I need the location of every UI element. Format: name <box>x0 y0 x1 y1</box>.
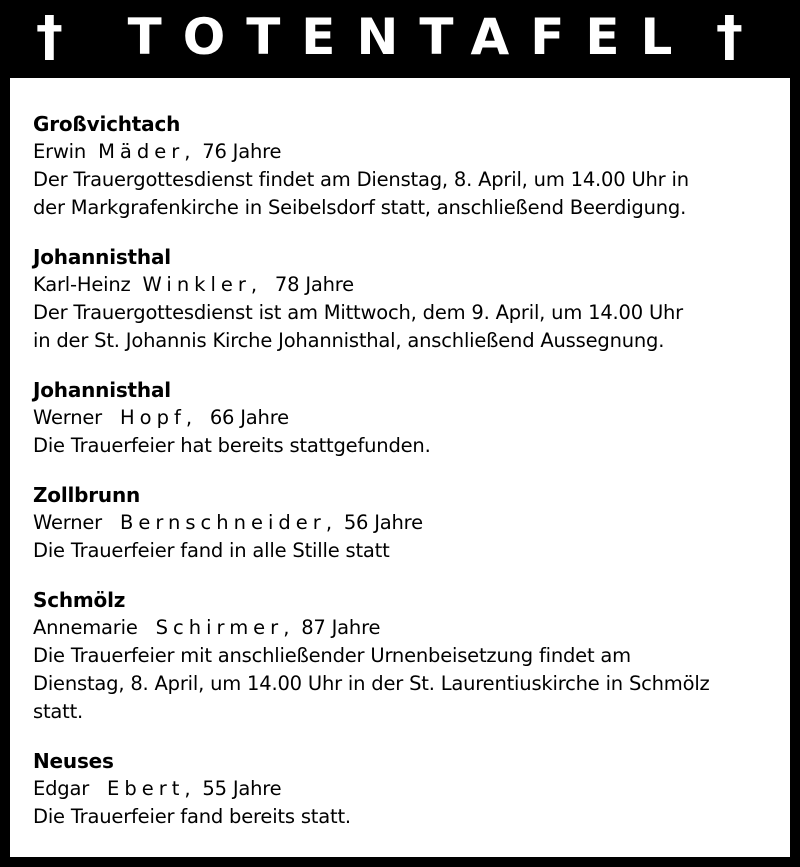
obituary-entry <box>33 747 773 831</box>
obituary-entry <box>33 110 773 222</box>
cross-right-icon: † <box>716 5 743 68</box>
entry-person: Edgar Ebert, 55 Jahre <box>33 777 282 800</box>
entry-text-line: Der Trauergottesdienst ist am Mittwoch, dem 9. April, um 14.00 Uhr <box>33 301 684 324</box>
page-title: TOTENTAFEL <box>127 8 694 66</box>
entry-surname: Hopf <box>119 406 186 429</box>
entry-age: 66 Jahre <box>209 406 289 429</box>
entry-age: 76 Jahre <box>202 140 282 163</box>
entry-person: Erwin Mäder, 76 Jahre <box>33 140 282 163</box>
entry-surname: Winkler <box>142 273 251 296</box>
entry-text-line: der Markgrafenkirche in Seibelsdorf statt, anschließend Beerdigung. <box>33 196 687 219</box>
entry-place: Schmölz <box>33 588 126 612</box>
entry-first-name: Werner <box>33 406 102 429</box>
entry-place: Großvichtach <box>33 112 181 136</box>
entry-text-line: in der St. Johannis Kirche Johannisthal, anschließend Aussegnung. <box>33 329 665 352</box>
entry-text-line: Die Trauerfeier fand in alle Stille statt <box>33 539 390 562</box>
obituary-entry <box>33 376 773 460</box>
entry-age: 56 Jahre <box>343 511 423 534</box>
entry-first-name: Annemarie <box>33 616 138 639</box>
entry-text-line: Der Trauergottesdienst findet am Dienstag, 8. April, um 14.00 Uhr in <box>33 168 689 191</box>
entry-place: Neuses <box>33 749 114 773</box>
cross-left-icon: † <box>36 5 63 68</box>
entry-surname: Mäder <box>98 140 185 163</box>
entry-first-name: Karl-Heinz <box>33 273 131 296</box>
obituary-entry <box>33 586 773 726</box>
entry-person: Karl-Heinz Winkler, 78 Jahre <box>33 273 354 296</box>
entry-text-line: Dienstag, 8. April, um 14.00 Uhr in der St. Laurentiuskirche in Schmölz <box>33 672 710 695</box>
obituary-entry <box>33 481 773 565</box>
entry-surname: Ebert <box>107 777 185 800</box>
entry-text-line: Die Trauerfeier fand bereits statt. <box>33 805 351 828</box>
entry-place: Johannisthal <box>33 245 171 269</box>
entry-place: Zollbrunn <box>33 483 141 507</box>
entry-age: 87 Jahre <box>301 616 381 639</box>
entry-person: Werner Bernschneider, 56 Jahre <box>33 511 423 534</box>
entry-text-line: statt. <box>33 700 84 723</box>
entry-first-name: Werner <box>33 511 102 534</box>
entry-person: Annemarie Schirmer, 87 Jahre <box>33 616 381 639</box>
entry-first-name: Edgar <box>33 777 90 800</box>
header-bar <box>0 0 800 78</box>
entry-place: Johannisthal <box>33 378 171 402</box>
obituary-entry <box>33 243 773 355</box>
entry-first-name: Erwin <box>33 140 87 163</box>
entry-surname: Schirmer <box>155 616 284 639</box>
entry-text-line: Die Trauerfeier mit anschließender Urnenbeisetzung findet am <box>33 644 631 667</box>
entry-age: 78 Jahre <box>274 273 354 296</box>
entry-person: Werner Hopf, 66 Jahre <box>33 406 289 429</box>
entry-text-line: Die Trauerfeier hat bereits stattgefunden. <box>33 434 431 457</box>
entry-surname: Bernschneider <box>119 511 326 534</box>
entry-age: 55 Jahre <box>202 777 282 800</box>
obituary-list <box>33 110 773 852</box>
